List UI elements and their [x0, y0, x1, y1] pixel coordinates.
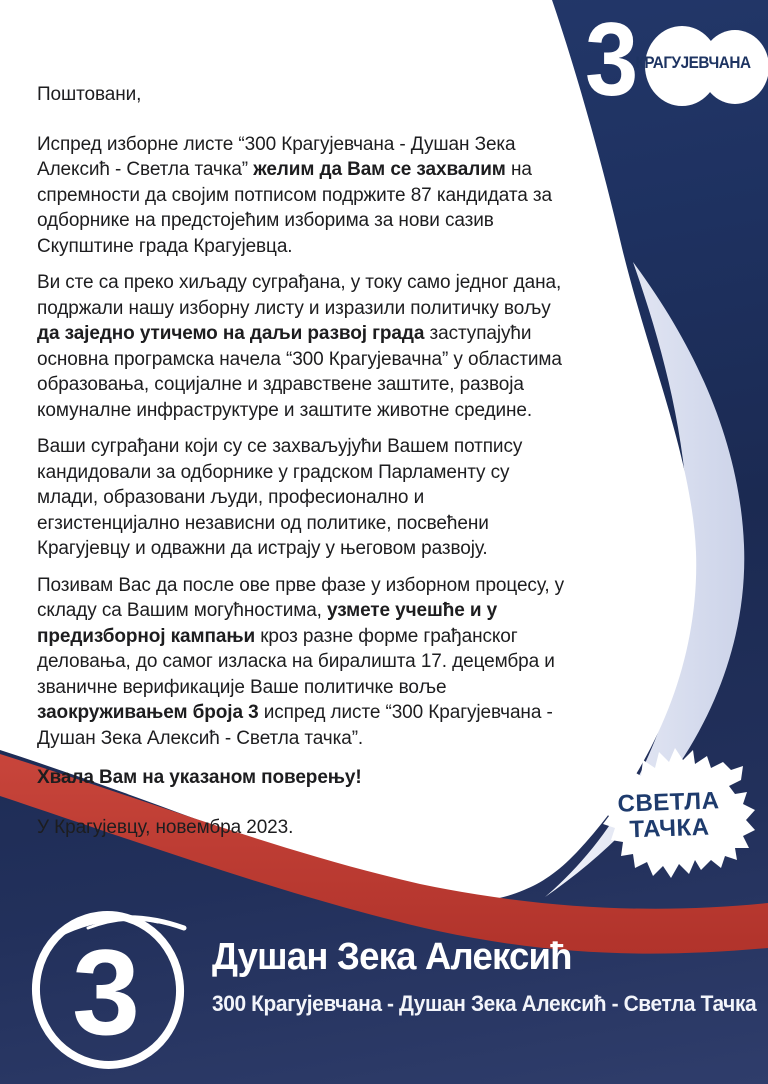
map-badge-line2: ТАЧКА [628, 813, 710, 844]
logo-label: КРАГУЈЕВЧАНА [635, 53, 751, 72]
ballot-number: 3 [72, 924, 140, 1060]
candidate-name: Душан Зека Алексић [212, 936, 572, 978]
letter-paragraphs [37, 132, 565, 752]
logo-300-kragujevcana [585, 2, 757, 118]
map-badge-line1: СВЕТЛА [617, 787, 720, 818]
salutation: Поштовани, [37, 84, 142, 105]
logo-digit-3: 3 [585, 2, 639, 118]
letter-paragraph: Ваши суграђани који су се захваљујући Вашем потпису кандидовали за одборнике у градском Парламенту су млади, образовани људи, професионално и егзистенцијално независни од политике, посвећени Крагујевцу и одважни да истрају у његовом развоју. [37, 436, 523, 559]
letter-paragraph: Ви сте са преко хиљаду суграђана, у току само једног дана, подржали нашу изборну листу и изразили политичку вољу да заједно утичемо на даљи развој града заступајући основна програмска начела “300 Крагујевачна” у областима образовања, социјалне и здравствене заштите, развоја комуналне инфраструктуре и заштите животне средине. [37, 272, 562, 421]
letter-paragraph: Позивам Вас да после ове прве фазе у изборном процесу, у складу са Вашим могућностима, узмете учешће и у предизборној кампањи кроз разне форме грађанског деловања, до самог изласка на биралишта 17. децембра и званичне верификације Ваше политичке воље заокруживањем броја 3 испред листе “300 Крагујевчана - Душан Зека Алексић - Светла тачка”. [37, 574, 565, 749]
letter-body [37, 82, 565, 851]
closing-line: Хвала Вам на указаном поверењу! [37, 767, 362, 788]
svetla-tacka-map-badge [583, 738, 763, 893]
dateline: У Крагујевцу, новембра 2023. [37, 816, 294, 838]
ballot-number-badge [26, 902, 190, 1070]
letter-paragraph: Испред изборне листе “300 Крагујевчана - Душан Зека Алексић - Светла тачка” желим да Вам се захвалим на спремности да својим потписом подржите 87 кандидата за одборнике на предстојећим изборима за нови сазив Скупштине града Крагујевца. [37, 133, 552, 257]
electoral-list-name: 300 Крагујевчана - Душан Зека Алексић - Светла Тачка [212, 991, 757, 1016]
map-badge-text [582, 787, 756, 845]
